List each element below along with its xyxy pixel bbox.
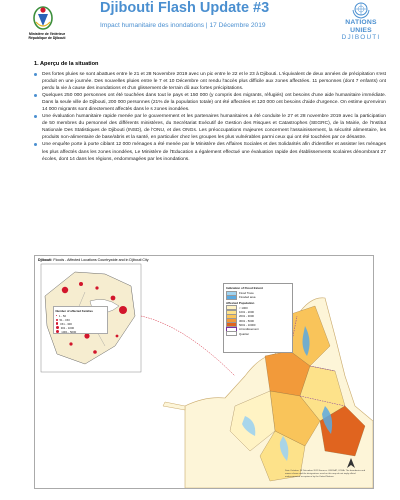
bullet-item <box>34 113 386 141</box>
bullet-item <box>34 71 386 92</box>
ministry-line-2: République de Djibouti <box>28 36 66 41</box>
legend-label: Flood Trace <box>239 291 254 296</box>
families-legend-title: Number of affected Families <box>55 308 93 313</box>
un-line-1: NATIONS <box>345 19 377 26</box>
legend-label: 1001 - 5000 <box>61 329 77 334</box>
un-line-2: UNIES <box>350 26 372 34</box>
legend-label: Flooded area <box>239 295 256 300</box>
bullet-icon <box>34 143 37 146</box>
bullet-item <box>34 92 386 113</box>
legend-label: Quartier <box>239 331 250 336</box>
population-legend-title: Affected Population <box>226 300 255 305</box>
section-title: 1. Aperçu de la situation <box>34 61 99 67</box>
bullet-icon <box>34 94 37 97</box>
legend-label: 151 - 300 <box>60 321 72 326</box>
flood-legend-title: Indication of Flood Extent <box>226 286 263 290</box>
un-logo <box>330 1 392 45</box>
bullet-text: Quelques 250 000 personnes ont été touchées dans tout le pays et 150 000 (y compris des migrants, réfugiés) ont besoins d'une aide humanitaire immédiate. Dans la seule ville de Djibouti, 200 000 personnes (21% de la population totale) ont été affectées et 120 000 ont besoins d'aide d'urgence. On estime qu'environ 14 000 migrants sont directement affectés dans le s zones inondées. <box>42 93 386 113</box>
red-dot-icon <box>56 330 60 334</box>
legend-label: 301 - 1000 <box>60 325 75 330</box>
un-emblem-icon <box>350 1 372 19</box>
red-dot-icon <box>56 319 58 321</box>
bullet-item <box>34 141 386 162</box>
map-title-text: : Floods - Affected Locations Countrywide and in Djibouti City <box>51 258 149 262</box>
flood-legend <box>223 283 293 353</box>
bullet-text: Une évaluation humanitaire rapide menée par le gouvernement et les partenaires humanitaires a été conduite le 27 et 28 novembre 2019 avec la participation de 50 membres du personnel des différents ministères, du Secrétariat Exécutif de Gestion des Risques et Catastrophes (SEGRC), de la Mairie, de l'Institut Nationale Des Statistiques de Djibouti (INSD), de l'ONU, et des ONGs. Les préoccupations majeures concernent l'assainissement, la sécurité alimentaire, les produits non-alimentaire de base/abris et la santé, en particulier chez les groupes les plus vulnérables parmi ceux qui ont été touchées par ce désastre. <box>42 114 386 141</box>
legend-label: 5001 - 10000 <box>239 322 256 327</box>
legend-label: 1 - 50 <box>58 313 67 318</box>
header <box>0 0 400 46</box>
legend-row <box>56 330 106 334</box>
legend-swatch <box>226 331 237 336</box>
legend-swatch <box>226 295 237 300</box>
legend-label: 51 - 150 <box>59 317 70 322</box>
ministry-line-1: Ministère de l'Intérieur <box>28 32 66 36</box>
bullet-text: Une enquête porte à porte ciblant 12 000 ménages a été menée par le Ministère des Affaires Sociales et des Solidarités afin d'identifier et assister les ménages les plus affectés dans les zones inondées, Le Ministère de l'Education a également effectué une évaluation rapide des établissements scolaires dénombrant 27 écoles, dont 14 dans les régions, endommagées par les inondations. <box>42 142 386 162</box>
legend-label: 1001 - 2000 <box>239 310 254 315</box>
map-canvas <box>35 256 373 488</box>
map-credits: Date Création: 10 Décembre 2019 Sources: UNOSAT, OCHA. The boundaries and names shown and the designations used on this map do not imply official endorsement or acceptance by the United Nations. <box>285 470 366 478</box>
map-title-country: Djibouti <box>38 258 52 262</box>
page-subtitle: Impact humanitaire des inondations | 17 Décembre 2019 <box>100 22 266 29</box>
djibouti-emblem-icon <box>32 4 54 30</box>
legend-label: Arrondissement <box>239 327 259 332</box>
page-title: Djibouti Flash Update #3 <box>100 0 270 16</box>
bullet-icon <box>34 115 37 118</box>
legend-row <box>226 295 290 299</box>
bullet-text: Des fortes pluies se sont abattues entre le 21 et 28 Novembre 2019 avec un pic entre le 22 et le 23 à Djibouti. L'équivalent de deux années de précipitation s'est produit en une journée. Des nouvelles pluies entre le 7 et 10 Décembre ont rendu l'accès plus difficile aux zones affectées. 11 personnes (dont 7 enfants) ont perdu la vie à cause des inondations et d'un glissement de terrain dû aux fortes précipitations. <box>42 72 386 92</box>
legend-label: < 1000 <box>239 305 248 310</box>
un-line-3: DJIBOUTI <box>341 34 381 42</box>
red-dot-icon <box>56 315 57 316</box>
families-legend <box>53 306 108 334</box>
map-title <box>38 258 149 262</box>
legend-row <box>226 331 290 335</box>
bullet-icon <box>34 73 37 76</box>
red-dot-icon <box>56 326 59 329</box>
ministry-label <box>10 32 84 41</box>
legend-label: 3001 - 5000 <box>239 318 254 323</box>
flood-map <box>34 255 374 489</box>
red-dot-icon <box>56 322 59 325</box>
situation-bullets <box>34 71 386 163</box>
legend-label: 2001 - 3000 <box>239 314 254 319</box>
